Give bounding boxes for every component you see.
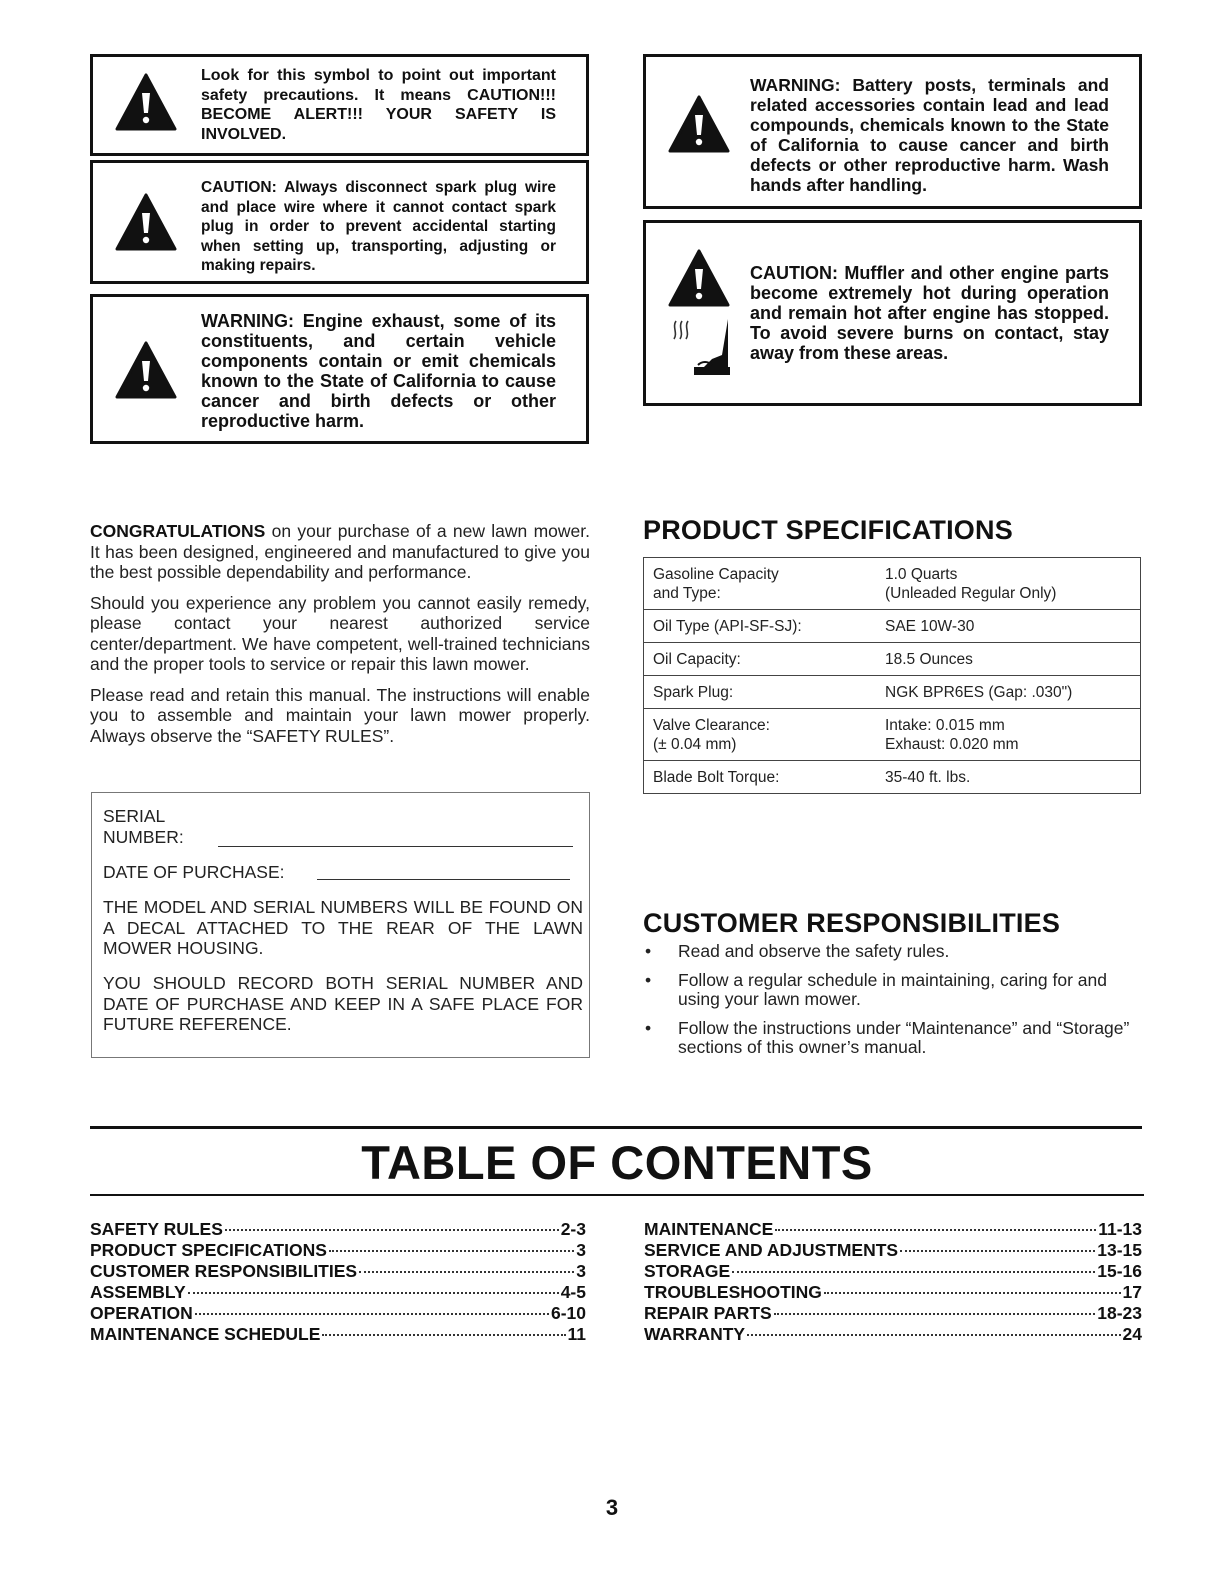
toc-leader (188, 1292, 559, 1294)
spec-row (644, 761, 1141, 794)
intro-text (90, 521, 590, 756)
specifications-table (643, 557, 1141, 794)
responsibility-item (643, 1019, 1149, 1058)
toc-page: 15-16 (1097, 1261, 1142, 1281)
toc-leader (774, 1313, 1096, 1315)
spec-row (644, 676, 1141, 709)
toc-entry[interactable] (90, 1219, 586, 1240)
toc-page: 11 (567, 1324, 586, 1344)
spec-value-line: (Unleaded Regular Only) (885, 585, 1057, 602)
toc-label: OPERATION (90, 1303, 193, 1323)
toc-entry[interactable] (90, 1282, 586, 1303)
spec-value-line: 1.0 Quarts (885, 566, 958, 583)
toc-left-column (90, 1219, 586, 1345)
toc-page: 11-13 (1098, 1219, 1142, 1239)
spec-value-line: 35-40 ft. lbs. (885, 769, 971, 786)
caution-spark-plug-box (90, 160, 589, 284)
toc-page: 4-5 (560, 1282, 586, 1302)
date-of-purchase-field[interactable] (317, 879, 570, 880)
toc-label: PRODUCT SPECIFICATIONS (90, 1240, 327, 1260)
toc-leader (225, 1229, 559, 1231)
toc-title: TABLE OF CONTENTS (361, 1136, 873, 1189)
toc-bottom-rule (90, 1194, 1144, 1196)
toc-leader (732, 1271, 1095, 1273)
spec-label-line: Spark Plug: (653, 684, 734, 701)
spec-row (644, 558, 1141, 610)
toc-leader (775, 1229, 1096, 1231)
warning-triangle-icon (115, 341, 177, 399)
warning-triangle-icon (115, 193, 177, 251)
toc-label: MAINTENANCE SCHEDULE (90, 1324, 321, 1344)
spec-row (644, 643, 1141, 676)
toc-label: SERVICE AND ADJUSTMENTS (644, 1240, 899, 1260)
spec-value-line: NGK BPR6ES (Gap: .030") (885, 684, 1073, 701)
toc-entry[interactable] (90, 1324, 586, 1345)
warning-triangle-icon (668, 95, 730, 153)
toc-leader (195, 1313, 549, 1315)
customer-responsibilities-heading: CUSTOMER RESPONSIBILITIES (643, 908, 1061, 938)
spec-label (644, 761, 877, 794)
toc-entry[interactable] (90, 1303, 586, 1324)
toc-right-column (644, 1219, 1142, 1345)
toc-label: STORAGE (644, 1261, 731, 1281)
spec-value-line: Intake: 0.015 mm (885, 717, 1005, 734)
bullet-icon: • (645, 1017, 652, 1038)
toc-entry[interactable] (90, 1240, 586, 1261)
responsibility-item (643, 942, 1149, 962)
spec-label-line: (± 0.04 mm) (653, 736, 737, 753)
responsibility-text: Read and observe the safety rules. (678, 941, 950, 961)
number-label: NUMBER: (103, 827, 184, 847)
toc-leader (359, 1271, 574, 1273)
decal-note: THE MODEL AND SERIAL NUMBERS WILL BE FOUND ON A DECAL ATTACHED TO THE REAR OF THE LAWN MOWER HOUSING. (103, 897, 583, 958)
spec-value (876, 761, 1141, 794)
toc-leader (329, 1250, 574, 1252)
toc-entry[interactable] (644, 1282, 1142, 1303)
spec-value (876, 558, 1141, 610)
spec-value (876, 676, 1141, 709)
toc-label: CUSTOMER RESPONSIBILITIES (90, 1261, 358, 1281)
warning-text: WARNING: Engine exhaust, some of its constituents, and certain vehicle components contain or emit chemicals known to the State of California to cause cancer and birth defects or other reproductive harm. (201, 311, 556, 431)
warning-text: Look for this symbol to point out important safety precautions. It means CAUTION!!! BECOME ALERT!!! YOUR SAFETY IS INVOLVED. (201, 67, 556, 143)
toc-label: REPAIR PARTS (644, 1303, 772, 1323)
toc-leader (824, 1292, 1121, 1294)
serial-number-field[interactable] (218, 846, 573, 847)
toc-leader (322, 1334, 565, 1336)
responsibility-text: Follow a regular schedule in maintaining, caring for and using your lawn mower. (678, 969, 1107, 1009)
spec-label (644, 558, 877, 610)
warning-triangle-icon (115, 73, 177, 131)
record-note: YOU SHOULD RECORD BOTH SERIAL NUMBER AND DATE OF PURCHASE AND KEEP IN A SAFE PLACE FOR FUTURE REFERENCE. (103, 973, 583, 1034)
toc-label: WARRANTY (644, 1324, 746, 1344)
toc-page: 2-3 (560, 1219, 586, 1239)
manual-paragraph: Please read and retain this manual. The instructions will enable you to assemble and maintain your lawn mower properly. Always observe the “SAFETY RULES”. (90, 684, 590, 746)
warning-triangle-icon (668, 249, 730, 307)
spec-value-line: SAE 10W-30 (885, 618, 975, 635)
spec-value (876, 610, 1141, 643)
toc-entry[interactable] (644, 1219, 1142, 1240)
spec-label-line: Oil Capacity: (653, 651, 741, 668)
toc-page: 24 (1122, 1324, 1142, 1344)
responsibility-item (643, 971, 1149, 1010)
toc-label: ASSEMBLY (90, 1282, 186, 1302)
spec-label (644, 709, 877, 761)
caution-muffler-box (643, 220, 1142, 406)
service-paragraph: Should you experience any problem you cannot easily remedy, please contact your nearest authorized service center/department. We have competent, well-trained technicians and the proper tools to service or repair this lawn mower. (90, 592, 590, 674)
toc-label: SAFETY RULES (90, 1219, 223, 1239)
spec-label-line: Valve Clearance: (653, 717, 770, 734)
toc-page: 17 (1122, 1282, 1142, 1302)
safety-symbol-box (90, 54, 589, 156)
warning-text: CAUTION: Always disconnect spark plug wire and place wire where it cannot contact spark plug in order to prevent accidental starting when setting up, transporting, adjusting or making repairs. (201, 179, 556, 274)
toc-entry[interactable] (644, 1240, 1142, 1261)
toc-entry[interactable] (644, 1303, 1142, 1324)
toc-leader (900, 1250, 1095, 1252)
warning-battery-box (643, 54, 1142, 209)
spec-label-line: Blade Bolt Torque: (653, 769, 780, 786)
toc-leader (747, 1334, 1120, 1336)
warning-exhaust-box (90, 294, 589, 444)
spec-row (644, 610, 1141, 643)
toc-page: 3 (576, 1240, 586, 1260)
spec-value-line: 18.5 Ounces (885, 651, 973, 668)
toc-label: MAINTENANCE (644, 1219, 774, 1239)
toc-page: 6-10 (550, 1303, 586, 1323)
spec-label-line: Oil Type (API-SF-SJ): (653, 618, 802, 635)
spec-value-line: Exhaust: 0.020 mm (885, 736, 1019, 753)
toc-entry[interactable] (644, 1324, 1142, 1345)
serial-label: SERIAL (103, 806, 166, 826)
bullet-icon: • (645, 969, 652, 990)
bullet-icon: • (645, 941, 652, 961)
responsibility-text: Follow the instructions under “Maintenance” and “Storage” sections of this owner’s manual. (678, 1017, 1130, 1057)
toc-label: TROUBLESHOOTING (644, 1282, 822, 1302)
spec-value (876, 643, 1141, 676)
spec-label (644, 676, 877, 709)
spec-label (644, 610, 877, 643)
congratulations-lead: CONGRATULATIONS (90, 521, 266, 541)
warning-text: WARNING: Battery posts, terminals and related accessories contain lead and lead compounds, chemicals known to the State of California to cause cancer and birth defects or other reproductive harm. Wash hands after handling. (750, 75, 1109, 195)
spec-label-line: Gasoline Capacity (653, 566, 779, 583)
toc-entry[interactable] (90, 1261, 586, 1282)
toc-page: 13-15 (1097, 1240, 1142, 1260)
congratulations-rest: on your purchase of a new lawn mower. It has been designed, engineered and manufactured to give you the best possible dependability and performance. (90, 521, 590, 582)
toc-top-rule (90, 1126, 1142, 1129)
date-of-purchase-label: DATE OF PURCHASE: (103, 862, 285, 882)
product-specifications-heading: PRODUCT SPECIFICATIONS (643, 515, 1013, 545)
spec-row (644, 709, 1141, 761)
spec-label-line: and Type: (653, 585, 721, 602)
warning-text: CAUTION: Muffler and other engine parts become extremely hot during operation and remain hot after engine has stopped. To avoid severe burns on contact, stay away from these areas. (750, 263, 1109, 363)
serial-number-box (91, 792, 590, 1058)
spec-value (876, 709, 1141, 761)
spec-label (644, 643, 877, 676)
hot-surface-icon (668, 315, 738, 379)
toc-page: 18-23 (1097, 1303, 1142, 1323)
toc-page: 3 (576, 1261, 586, 1281)
congratulations-paragraph (90, 521, 590, 583)
responsibilities-list (643, 942, 1149, 1067)
page-number: 3 (605, 1495, 619, 1520)
toc-entry[interactable] (644, 1261, 1142, 1282)
